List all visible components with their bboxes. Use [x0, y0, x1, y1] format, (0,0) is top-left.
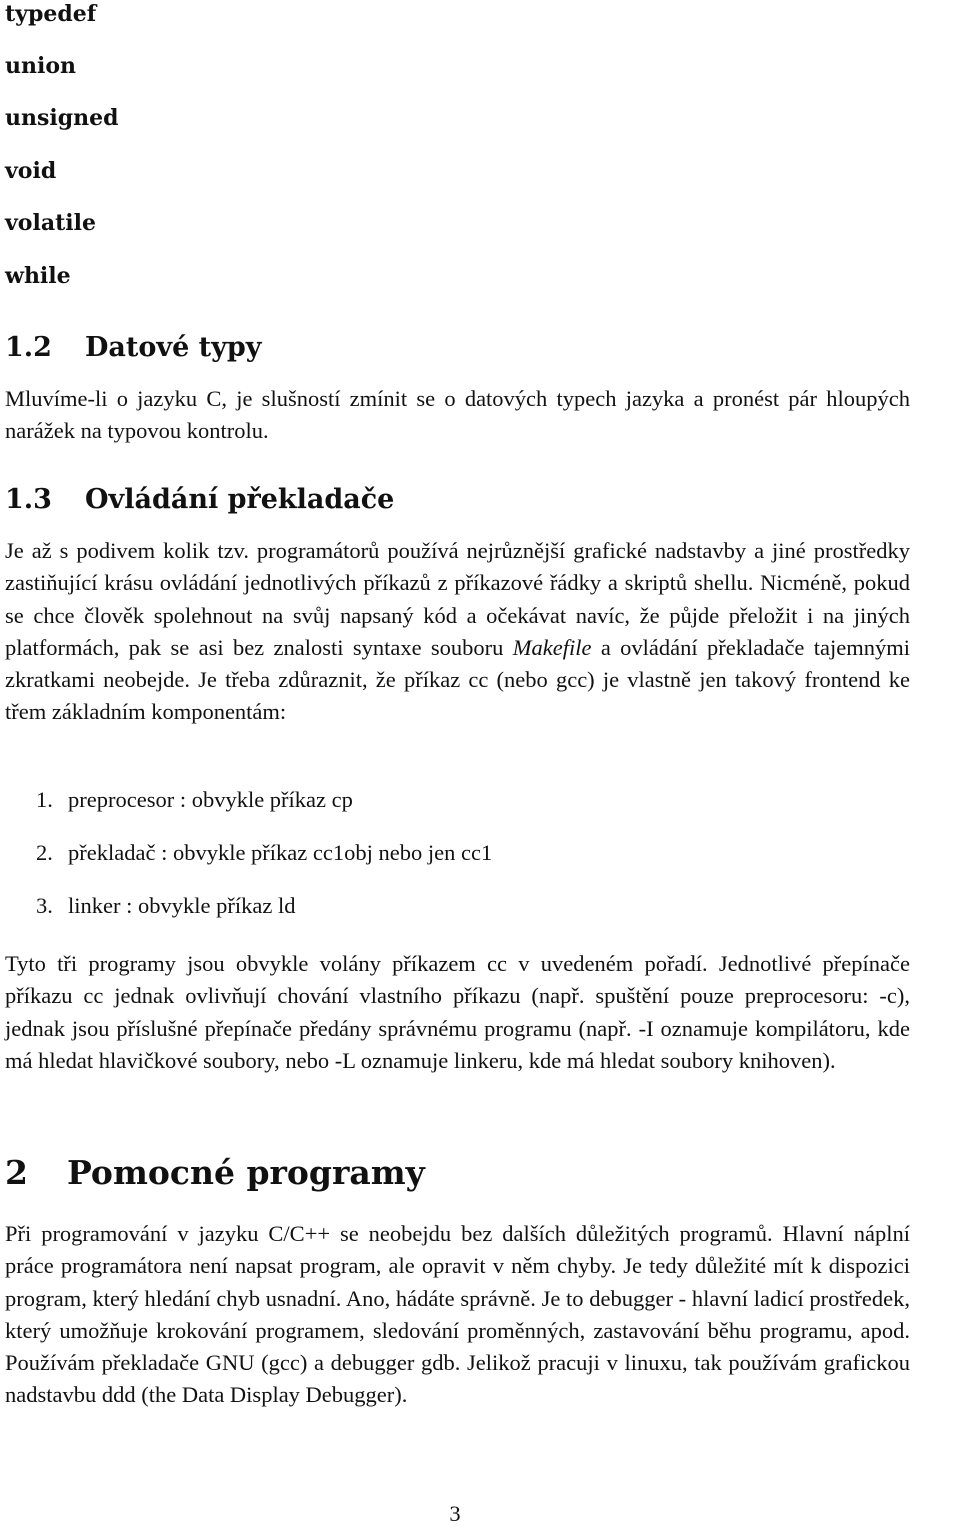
section-heading-datove-typy: [5, 332, 261, 364]
section-heading-pomocne-programy: [5, 1153, 425, 1193]
keyword-while: while: [5, 263, 71, 289]
page-number: 3: [449, 1501, 461, 1526]
paragraph-ovladani-prekladace: [5, 535, 910, 729]
makefile-term: Makefile: [512, 634, 592, 660]
section-number: 1.2: [5, 332, 52, 363]
section-title: Ovládání překladače: [85, 484, 395, 515]
section-number: 2: [5, 1153, 28, 1192]
list-item-number: 3.: [36, 893, 53, 918]
keyword-void: void: [5, 158, 57, 184]
section-title: Datové typy: [85, 332, 262, 363]
list-item: [36, 892, 295, 920]
section-number: 1.3: [5, 484, 52, 515]
paragraph-pomocne-programy: Při programování v jazyku C/C++ se neobejdu bez dalších důležitých programů. Hlavní náplní práce programátora není napsat program, ale opravit v něm chyby. Je tedy důležité mít k dispozici program, který hledání chyb usnadní. Ano, hádáte správně. Je to debugger - hlavní ladicí prostředek, který umožňuje krokování programem, sledování proměnných, zastavování běhu programu, apod. Používám překladače GNU (gcc) a debugger gdb. Jelikož pracuji v linuxu, tak používám grafickou nadstavbu ddd (the Data Display Debugger).: [5, 1221, 910, 1408]
section-title: Pomocné programy: [67, 1153, 425, 1192]
list-item-text: preprocesor : obvykle příkaz cp: [68, 787, 353, 812]
list-item-number: 2.: [36, 840, 53, 865]
list-item-number: 1.: [36, 787, 53, 812]
paragraph-text: Je až s podivem kolik tzv. programátorů používá nejrůznější grafické nadstavby a jiné prostředky zastiňující krásu ovládání jednotlivých příkazů z příkazové řádky a skriptů shellu. Nicméně, pokud se chce člověk spolehnout na svůj napsaný kód a očekávat navíc, že půjde přeložit i na jiných platformách, pak se asi bez znalosti syntaxe souboru: [5, 538, 910, 660]
keyword-typedef: typedef: [5, 1, 97, 27]
paragraph-compiler-switches: Tyto tři programy jsou obvykle volány příkazem cc v uvedeném pořadí. Jednotlivé přepínače příkazu cc jednak ovlivňují chování vlastního příkazu (např. spuštění pouze preprocesoru: -c), jednak jsou příslušné přepínače předány správnému programu (např. -I oznamuje kompilátoru, kde má hledat hlavičkové soubory, nebo -L oznamuje linkeru, kde má hledat soubory knihoven).: [5, 951, 910, 1073]
keyword-volatile: volatile: [5, 210, 96, 236]
list-item: [36, 786, 353, 814]
section-heading-ovladani-prekladace: [5, 484, 394, 516]
keyword-unsigned: unsigned: [5, 105, 119, 131]
paragraph-datove-typy: Mluvíme-li o jazyku C, je slušností zmínit se o datových typech jazyka a pronést pár hloupých narážek na typovou kontrolu.: [5, 386, 910, 444]
list-item-text: linker : obvykle příkaz ld: [68, 893, 296, 918]
paragraph-text: a ovládání překladače tajemnými zkratkami neobejde. Je třeba zdůraznit, že příkaz cc (nebo gcc) je vlastně jen takový frontend ke třem základním komponentám:: [5, 634, 910, 725]
list-item: [36, 839, 492, 867]
list-item-text: překladač : obvykle příkaz cc1obj nebo jen cc1: [68, 840, 493, 865]
keyword-union: union: [5, 53, 77, 79]
